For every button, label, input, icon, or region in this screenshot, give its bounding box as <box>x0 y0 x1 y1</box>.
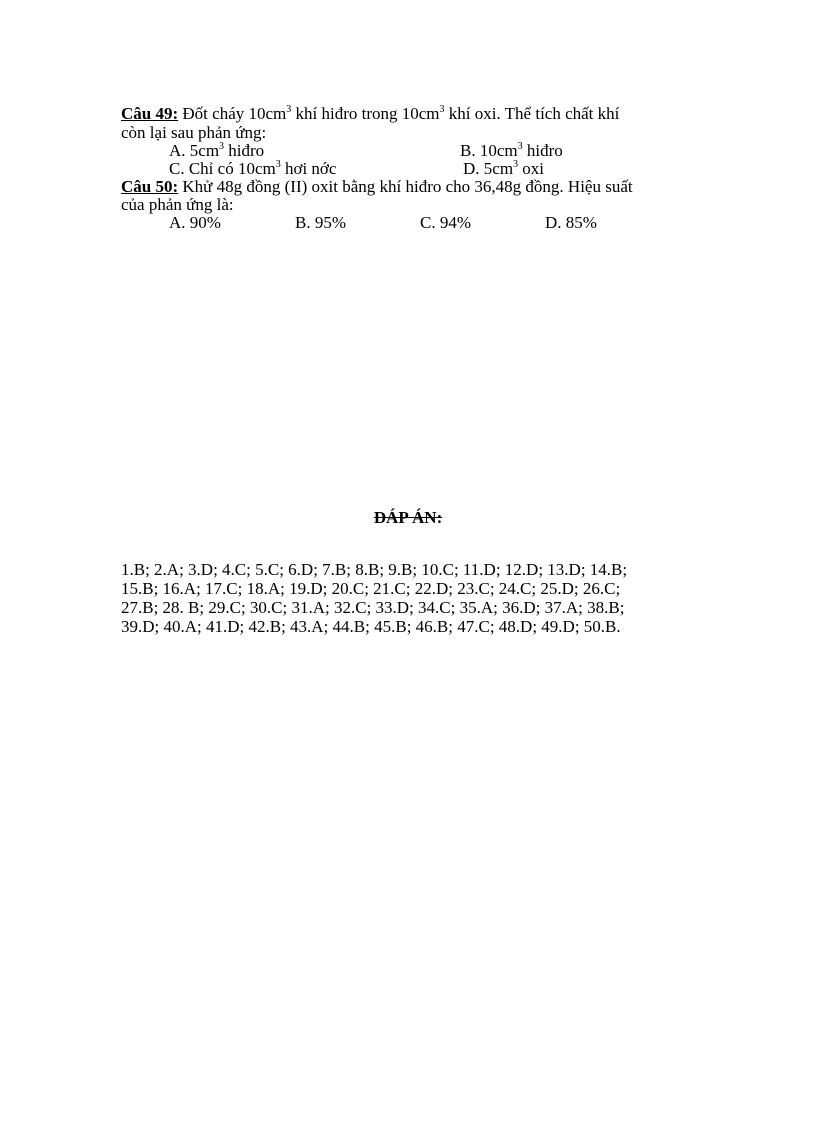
q49-stem-line2: còn lại sau phản ứng: <box>121 123 267 142</box>
q49-option-a-unit: hiđro <box>224 141 265 160</box>
answer-key-line-1: 1.B; 2.A; 3.D; 4.C; 5.C; 6.D; 7.B; 8.B; 9.B; 10.C; 11.D; 12.D; 13.D; 14.B; <box>121 560 628 579</box>
q49-stem-b: khí hiđro trong 10cm <box>291 104 440 123</box>
q49-stem-a: Đốt cháy 10cm <box>178 104 287 123</box>
q49-option-d-sup: 3 <box>513 159 519 170</box>
q49-option-c-unit: hơi nớc <box>280 159 337 178</box>
q50-option-d: D. 85% <box>545 213 597 232</box>
q50-label: Câu 50: <box>121 177 179 196</box>
answer-key <box>121 560 681 636</box>
q49-option-c-text: C. Chỉ có 10cm <box>169 159 276 178</box>
q50-stem-line1 <box>121 177 633 197</box>
q49-option-d-text: D. 5cm <box>463 159 514 178</box>
answer-key-line-3: 27.B; 28. B; 29.C; 30.C; 31.A; 32.C; 33.D; 34.C; 35.A; 36.D; 37.A; 38.B; <box>121 598 625 617</box>
q49-option-a <box>169 141 264 161</box>
answer-key-line-2: 15.B; 16.A; 17.C; 18.A; 19.D; 20.C; 21.C; 22.D; 23.C; 24.C; 25.D; 26.C; <box>121 579 621 598</box>
q50-option-b: B. 95% <box>295 213 346 232</box>
q49-stem-line1 <box>121 104 619 124</box>
q49-option-b-sup: 3 <box>517 141 523 152</box>
q49-option-c <box>169 159 336 179</box>
q50-stem-text: Khử 48g đồng (II) oxit bằng khí hiđro cho 36,48g đồng. Hiệu suất <box>178 177 633 196</box>
q50-option-a: A. 90% <box>169 213 221 232</box>
q50-option-c: C. 94% <box>420 213 471 232</box>
q49-option-d-unit: oxi <box>518 159 545 178</box>
q49-option-b-unit: hiđro <box>522 141 563 160</box>
answer-key-line-4: 39.D; 40.A; 41.D; 42.B; 43.A; 44.B; 45.B; 46.B; 47.C; 48.D; 49.D; 50.B. <box>121 617 621 636</box>
q49-option-c-sup: 3 <box>275 159 281 170</box>
q49-sup-1: 3 <box>286 104 292 115</box>
q49-option-a-text: A. 5cm <box>169 141 220 160</box>
q49-option-b-text: B. 10cm <box>460 141 518 160</box>
q49-label: Câu 49: <box>121 104 179 123</box>
q50-stem-line2: của phản ứng là: <box>121 195 234 214</box>
q49-option-d <box>463 159 544 179</box>
q49-sup-2: 3 <box>439 104 445 115</box>
q49-option-a-sup: 3 <box>219 141 225 152</box>
q49-stem-c: khí oxi. Thể tích chất khí <box>444 104 620 123</box>
q49-option-b <box>460 141 563 161</box>
answer-key-title: ĐÁP ÁN: <box>373 508 443 527</box>
